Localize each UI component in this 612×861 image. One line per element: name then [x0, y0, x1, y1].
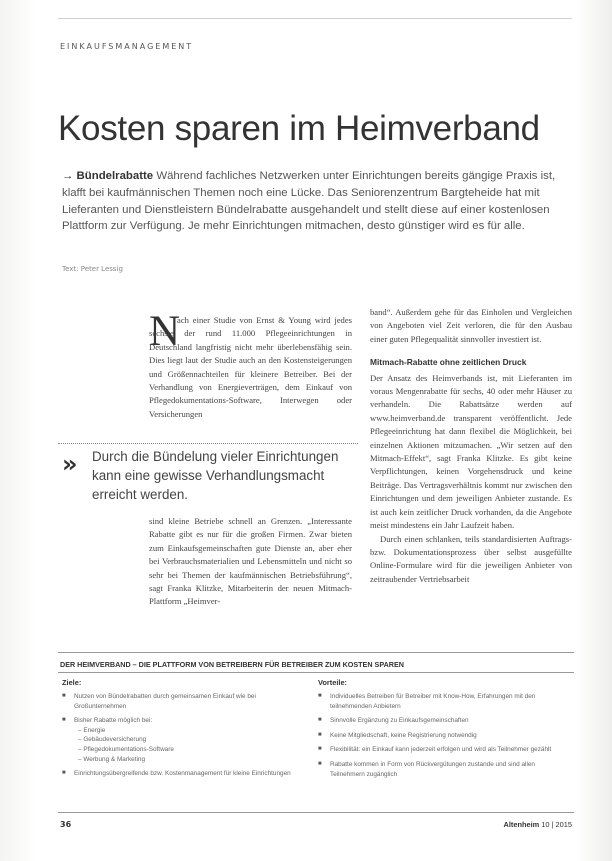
sub-item: – Gebäudeversicherung	[78, 736, 147, 744]
list-item-text: Einrichtungsübergreifende bzw. Kostenmanagement für kleine Einrichtungen	[74, 770, 291, 778]
list-item-text: Bisher Rabatte möglich bei:	[74, 717, 153, 725]
lead-text: Während fachliches Netzwerken unter Einrichtungen bereits gängige Praxis ist, klafft bei kaufmännischen Themen noch eine Lücke. Das Seniorenzentrum Bargteheide hat mit Lieferanten und Dienstleistern Bündelrabatte ausgehandelt und stellt diese auf einer kostenlosen Plattform zur Verfügung. Je mehr Einrichtungen mitmachen, desto günstiger wird es für alle.	[62, 170, 556, 233]
list-item	[318, 731, 570, 741]
article-title: Kosten sparen im Heimverband	[58, 109, 540, 148]
list-item	[62, 692, 292, 711]
column-1-bottom	[149, 515, 352, 609]
sub-item: – Energie	[78, 726, 106, 734]
article-lead	[62, 168, 582, 235]
body-paragraph: Der Ansatz des Heimverbands ist, mit Lieferanten im voraus Mengenrabatte für sechs, 40 oder mehr Häuser zu verhandeln. Die Rabattsätze werden auf www.heimverband.de transparent veröffentlicht. Jede Pflegeeinrichtung hat dann flexibel die Möglichkeit, bei einzelnen Aktionen mitzumachen. „Wir setzen auf den Mitmach-Effekt“, sagt Franka Klitzke. Es gibt keine Verpflichtungen, keinen Vorgehensdruck und keine Beiträge. Das Vertragsverhältnis kommt nur zwischen den Einrichtungen und dem jeweiligen Anbieter zustande. Es ist auch kein zeitlicher Druck vorhanden, da die Angebote meist mindestens ein Jahr Laufzeit haben.	[370, 372, 572, 531]
list-item	[318, 716, 570, 726]
section-label: EINKAUFSMANAGEMENT	[60, 42, 194, 51]
bullet-icon: ■	[318, 731, 322, 738]
list-item	[318, 760, 570, 779]
list-item	[318, 692, 570, 711]
list-item-text: Keine Mitgliedschaft, keine Registrierung notwendig	[330, 731, 477, 739]
list-item-text: Nutzen von Bündelrabatten durch gemeinsamen Einkauf wie bei Großunternehmen	[74, 693, 256, 710]
lead-keyword: → Bündelrabatte	[62, 170, 154, 182]
list-item	[318, 745, 570, 755]
body-paragraph: Durch einen schlanken, teils standardisierten Auftrags- bzw. Dokumentationsprozess über selbst ausgefüllte Online-Formulare wird für die jeweiligen Anbieter von zeitraubender Vertriebsarbeit	[370, 533, 572, 584]
drop-cap: N	[149, 308, 181, 355]
list-item-text: Individuelles Betreiben für Betreiber mit Know-How, Erfahrungen mit den teilnehmenden Anbietern	[330, 693, 536, 710]
sub-item: – Werbung & Marketing	[78, 755, 146, 763]
infobox-rule-mid	[58, 672, 574, 673]
advantages-list	[318, 692, 570, 784]
body-paragraph: sind kleine Betriebe schnell an Grenzen. „Interessante Rabatte gibt es nur für die großen Firmen. Zwar bieten zum Einkaufsgemeinschaften gute Dienste an, aber eher bei Verbrauchsmaterialien und Lebensmitteln und nicht so sehr bei Themen der kaufmännischen Betriebsführung“, sagt Franka Klitzke, Mitarbeiterin der neuen Mitmach-Plattform „Heimver-	[149, 516, 352, 607]
column-subheading: Mitmach-Rabatte ohne zeitlichen Druck	[370, 357, 527, 368]
sub-item: – Pflegedokumentations-Software	[78, 745, 174, 753]
infobox-title: DER HEIMVERBAND – DIE PLATTFORM VON BETREIBERN FÜR BETREIBER ZUM KOSTEN SPAREN	[60, 660, 404, 669]
magazine-issue: 10 | 2015	[541, 820, 572, 829]
bullet-icon: ■	[62, 717, 66, 724]
byline: Text: Peter Lessig	[62, 265, 123, 273]
magazine-footer	[504, 820, 573, 829]
bullet-icon: ■	[62, 693, 66, 699]
list-item-text: Sinnvolle Ergänzung zu Einkaufsgemeinschaften	[330, 717, 469, 725]
page-number: 36	[60, 820, 72, 829]
list-item	[62, 716, 292, 764]
infobox-right-heading: Vorteile:	[318, 678, 348, 687]
top-rule	[58, 18, 572, 19]
bullet-icon: ■	[62, 770, 66, 777]
quote-rule-top	[58, 443, 358, 444]
infobox-left-heading: Ziele:	[62, 678, 82, 687]
magazine-name: Altenheim	[503, 820, 540, 829]
column-1-top	[149, 308, 352, 421]
column-2	[370, 306, 572, 586]
quote-arrow-icon: »	[62, 450, 78, 478]
bullet-icon: ■	[318, 760, 322, 767]
infobox-rule-top	[58, 652, 574, 653]
bullet-icon: ■	[318, 746, 322, 753]
quote-text: Durch die Bündelung vieler Einrichtungen kann eine gewisse Verhandlungsmacht erreicht werden.	[92, 449, 339, 502]
bullet-icon: ■	[318, 717, 322, 724]
bullet-icon: ■	[318, 693, 322, 699]
list-item	[62, 769, 292, 779]
list-item-text: Rabatte kommen in Form von Rückvergütungen zustande und sind allen Teilnehmern zugänglich	[330, 760, 535, 778]
footer-rule	[58, 812, 574, 813]
list-item-text: Flexibilität: ein Einkauf kann jederzeit erfolgen und wird als Teilnehmer gezählt	[330, 746, 552, 754]
body-paragraph: ach einer Studie von Ernst & Young wird jedes sechste der rund 11.000 Pflegeeinrichtungen in Deutschland langfristig nicht mehr überlebensfähig sein. Dies liegt laut der Studie auch an den Kostensteigerungen und Größennachteilen für kleinere Betreiber. Bei der Verhandlung von Energieverträgen, dem Einkauf von Pflegedokumentations-Software, Interwegen oder Versicherungen	[149, 315, 352, 419]
body-paragraph: band“. Außerdem gehe für das Einholen und Vergleichen von Angeboten viel Zeit verloren, die für den Ausbau einer guten Pflegequalität sinnvoller investiert ist.	[370, 307, 572, 344]
goals-list	[62, 692, 292, 784]
